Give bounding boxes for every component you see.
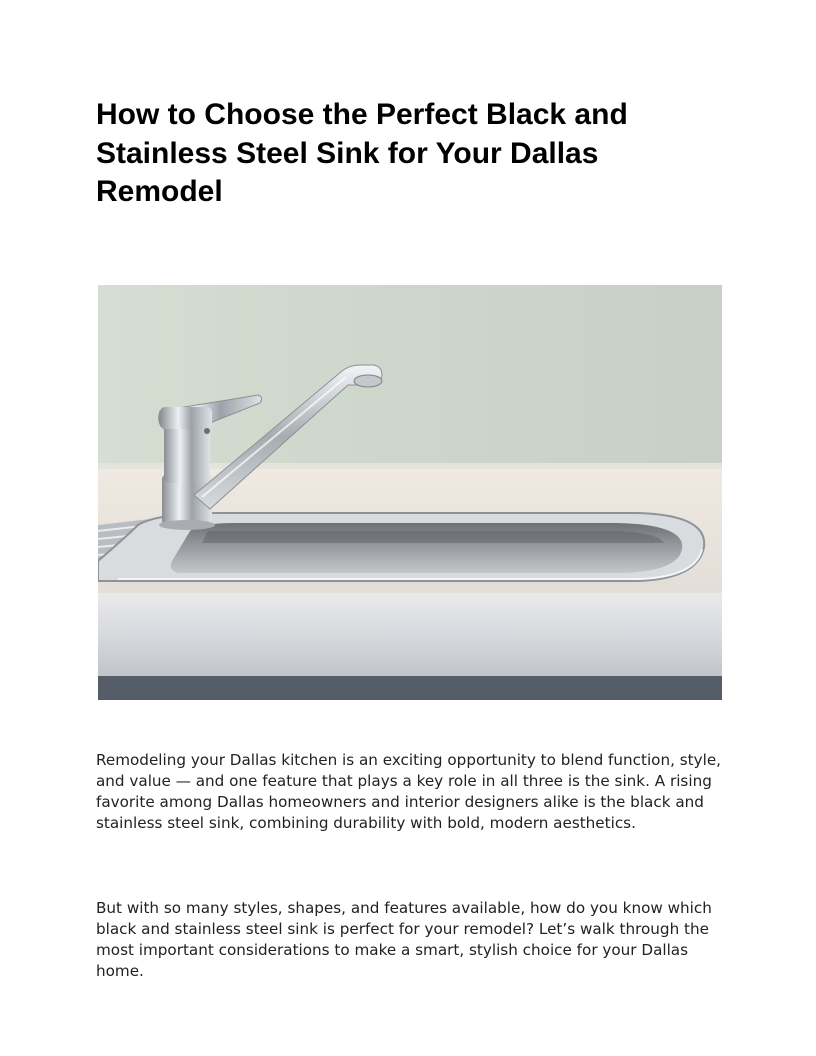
sink-faucet-photo bbox=[98, 285, 722, 700]
intro-paragraph: Remodeling your Dallas kitchen is an exciting opportunity to blend function, style, and value — and one feature that plays a key role in all three is the sink. A rising favorite among Dallas homeowners and interior designers alike is the black and stainless steel sink, combining durability with bold, modern aesthetics. bbox=[96, 751, 722, 832]
second-paragraph: But with so many styles, shapes, and features available, how do you know which black and stainless steel sink is perfect for your remodel? Let’s walk through the most important considerations to make a smart, stylish choice for your Dallas home. bbox=[96, 899, 712, 980]
article-title: How to Choose the Perfect Black and Stainless Steel Sink for Your Dallas Remodel bbox=[96, 98, 628, 208]
hero-image bbox=[98, 285, 722, 700]
